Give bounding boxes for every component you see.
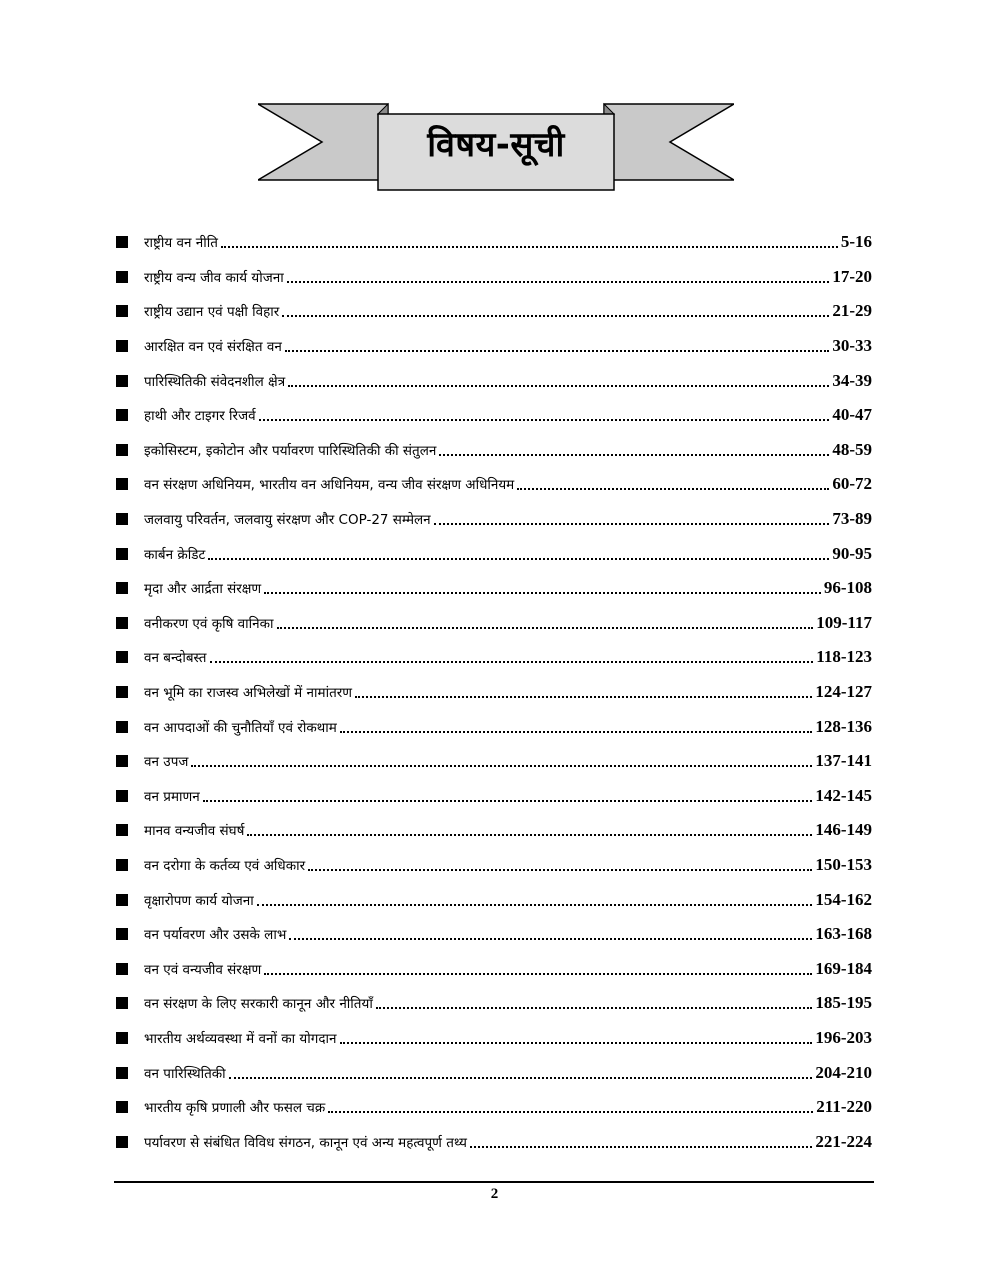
square-bullet-icon [116,790,128,802]
toc-entry[interactable] [116,467,872,502]
square-bullet-icon [116,928,128,940]
square-bullet-icon [116,1101,128,1113]
dot-leader [257,904,813,906]
toc-entry-pages: 30-33 [832,336,872,356]
toc-entry[interactable] [116,606,872,641]
toc-entry-pages: 90-95 [832,543,872,563]
toc-entry-title: वन पारिस्थितिकी [144,1065,226,1082]
toc-entry[interactable] [116,225,872,260]
toc-entry-pages: 40-47 [832,405,872,425]
toc-entry-title: इकोसिस्टम, इकोटोन और पर्यावरण पारिस्थितिकी की संतुलन [144,442,437,459]
dot-leader [517,488,829,490]
toc-entry-pages: 96-108 [823,578,872,598]
square-bullet-icon [116,617,128,629]
square-bullet-icon [116,894,128,906]
toc-entry-pages: 169-184 [815,958,872,978]
square-bullet-icon [116,1032,128,1044]
table-of-contents [116,225,872,1159]
toc-entry-pages: 48-59 [832,439,872,459]
dot-leader [282,315,829,317]
dot-leader [277,627,814,629]
toc-entry-pages: 34-39 [832,370,872,390]
dot-leader [328,1111,813,1113]
toc-entry[interactable] [116,536,872,571]
footer-divider [114,1181,874,1183]
toc-entry[interactable] [116,363,872,398]
toc-entry[interactable] [116,848,872,883]
toc-entry[interactable] [116,1124,872,1159]
square-bullet-icon [116,997,128,1009]
toc-entry-title: वन संरक्षण के लिए सरकारी कानून और नीतियाँ [144,996,373,1013]
square-bullet-icon [116,1136,128,1148]
toc-entry-pages: 154-162 [815,889,872,909]
toc-entry-title: कार्बन क्रेडिट [144,546,206,563]
toc-entry-title: हाथी और टाइगर रिजर्व [144,408,256,425]
dot-leader [210,661,814,663]
square-bullet-icon [116,478,128,490]
dot-leader [221,246,838,248]
toc-entry-title: वन पर्यावरण और उसके लाभ [144,927,287,944]
toc-entry-title: वन एवं वन्यजीव संरक्षण [144,961,262,978]
square-bullet-icon [116,444,128,456]
toc-entry[interactable] [116,951,872,986]
square-bullet-icon [116,513,128,525]
toc-entry-title: मानव वन्यजीव संघर्ष [144,823,245,840]
square-bullet-icon [116,305,128,317]
dot-leader [376,1007,813,1009]
toc-entry-pages: 124-127 [815,682,872,702]
toc-entry[interactable] [116,779,872,814]
toc-entry[interactable] [116,709,872,744]
toc-entry[interactable] [116,744,872,779]
toc-entry-pages: 185-195 [815,993,872,1013]
toc-entry[interactable] [116,398,872,433]
toc-entry-title: वन बन्दोबस्त [144,650,207,667]
toc-entry[interactable] [116,329,872,364]
dot-leader [285,350,829,352]
toc-entry-title: वनीकरण एवं कृषि वानिका [144,615,274,632]
dot-leader [308,869,812,871]
toc-entry-pages: 211-220 [816,1097,872,1117]
toc-entry-pages: 204-210 [815,1062,872,1082]
toc-entry-title: वन प्रमाणन [144,788,200,805]
dot-leader [203,800,813,802]
toc-entry-pages: 21-29 [832,301,872,321]
title-banner [258,100,734,192]
toc-entry[interactable] [116,571,872,606]
toc-entry[interactable] [116,433,872,468]
square-bullet-icon [116,409,128,421]
toc-entry[interactable] [116,882,872,917]
toc-entry-title: भारतीय अर्थव्यवस्था में वनों का योगदान [144,1030,337,1047]
toc-entry-title: वन दरोगा के कर्तव्य एवं अधिकार [144,857,306,874]
toc-entry-pages: 150-153 [815,854,872,874]
toc-entry-title: राष्ट्रीय वन्य जीव कार्य योजना [144,269,284,286]
toc-entry-title: आरक्षित वन एवं संरक्षित वन [144,339,282,356]
square-bullet-icon [116,859,128,871]
toc-entry-title: वन उपज [144,754,189,771]
toc-entry-title: राष्ट्रीय वन नीति [144,235,218,252]
dot-leader [259,419,830,421]
square-bullet-icon [116,824,128,836]
dot-leader [340,1042,813,1044]
toc-entry-title: पारिस्थितिकी संवेदनशील क्षेत्र [144,373,286,390]
dot-leader [208,558,829,560]
toc-entry-title: वृक्षारोपण कार्य योजना [144,892,254,909]
page-number: 2 [490,1186,499,1202]
toc-entry[interactable] [116,294,872,329]
dot-leader [229,1077,813,1079]
square-bullet-icon [116,755,128,767]
square-bullet-icon [116,236,128,248]
toc-entry-pages: 137-141 [815,751,872,771]
toc-entry-pages: 60-72 [832,474,872,494]
toc-entry-pages: 109-117 [816,612,872,632]
toc-entry[interactable] [116,917,872,952]
dot-leader [289,938,812,940]
toc-entry-pages: 5-16 [840,232,872,252]
toc-entry-pages: 146-149 [815,820,872,840]
toc-entry-title: मृदा और आर्द्रता संरक्षण [144,581,262,598]
toc-entry-title: पर्यावरण से संबंधित विविध संगठन, कानून एवं अन्य महत्वपूर्ण तथ्य [144,1134,467,1151]
dot-leader [191,765,812,767]
square-bullet-icon [116,375,128,387]
square-bullet-icon [116,271,128,283]
toc-entry-title: भारतीय कृषि प्रणाली और फसल चक्र [144,1100,326,1117]
toc-entry-pages: 128-136 [815,716,872,736]
square-bullet-icon [116,582,128,594]
toc-entry[interactable] [116,1055,872,1090]
toc-entry[interactable] [116,1021,872,1056]
toc-entry-title: वन आपदाओं की चुनौतियाँ एवं रोकथाम [144,719,337,736]
toc-entry[interactable] [116,1090,872,1125]
toc-entry-pages: 196-203 [815,1027,872,1047]
square-bullet-icon [116,721,128,733]
square-bullet-icon [116,340,128,352]
dot-leader [287,281,830,283]
toc-entry-pages: 221-224 [815,1131,872,1151]
toc-entry[interactable] [116,675,872,710]
square-bullet-icon [116,651,128,663]
toc-entry-pages: 142-145 [815,785,872,805]
toc-entry[interactable] [116,813,872,848]
toc-entry-pages: 118-123 [816,647,872,667]
toc-entry[interactable] [116,640,872,675]
toc-entry-title: वन संरक्षण अधिनियम, भारतीय वन अधिनियम, वन्य जीव संरक्षण अधिनियम [144,477,515,494]
toc-entry-pages: 73-89 [832,509,872,529]
dot-leader [470,1146,812,1148]
dot-leader [247,834,812,836]
toc-entry-title: वन भूमि का राजस्व अभिलेखों में नामांतरण [144,685,353,702]
toc-entry-title: जलवायु परिवर्तन, जलवायु संरक्षण और COP-27 सम्मेलन [144,512,431,529]
toc-entry-pages: 163-168 [815,924,872,944]
toc-entry-title: राष्ट्रीय उद्यान एवं पक्षी विहार [144,304,280,321]
toc-entry-pages: 17-20 [832,266,872,286]
dot-leader [355,696,812,698]
square-bullet-icon [116,686,128,698]
square-bullet-icon [116,963,128,975]
square-bullet-icon [116,548,128,560]
dot-leader [439,454,829,456]
dot-leader [264,592,821,594]
dot-leader [340,731,812,733]
square-bullet-icon [116,1067,128,1079]
dot-leader [288,385,829,387]
page-title: विषय-सूची [427,125,565,165]
toc-entry[interactable] [116,502,872,537]
dot-leader [264,973,812,975]
toc-entry[interactable] [116,260,872,295]
toc-entry[interactable] [116,986,872,1021]
dot-leader [434,523,830,525]
